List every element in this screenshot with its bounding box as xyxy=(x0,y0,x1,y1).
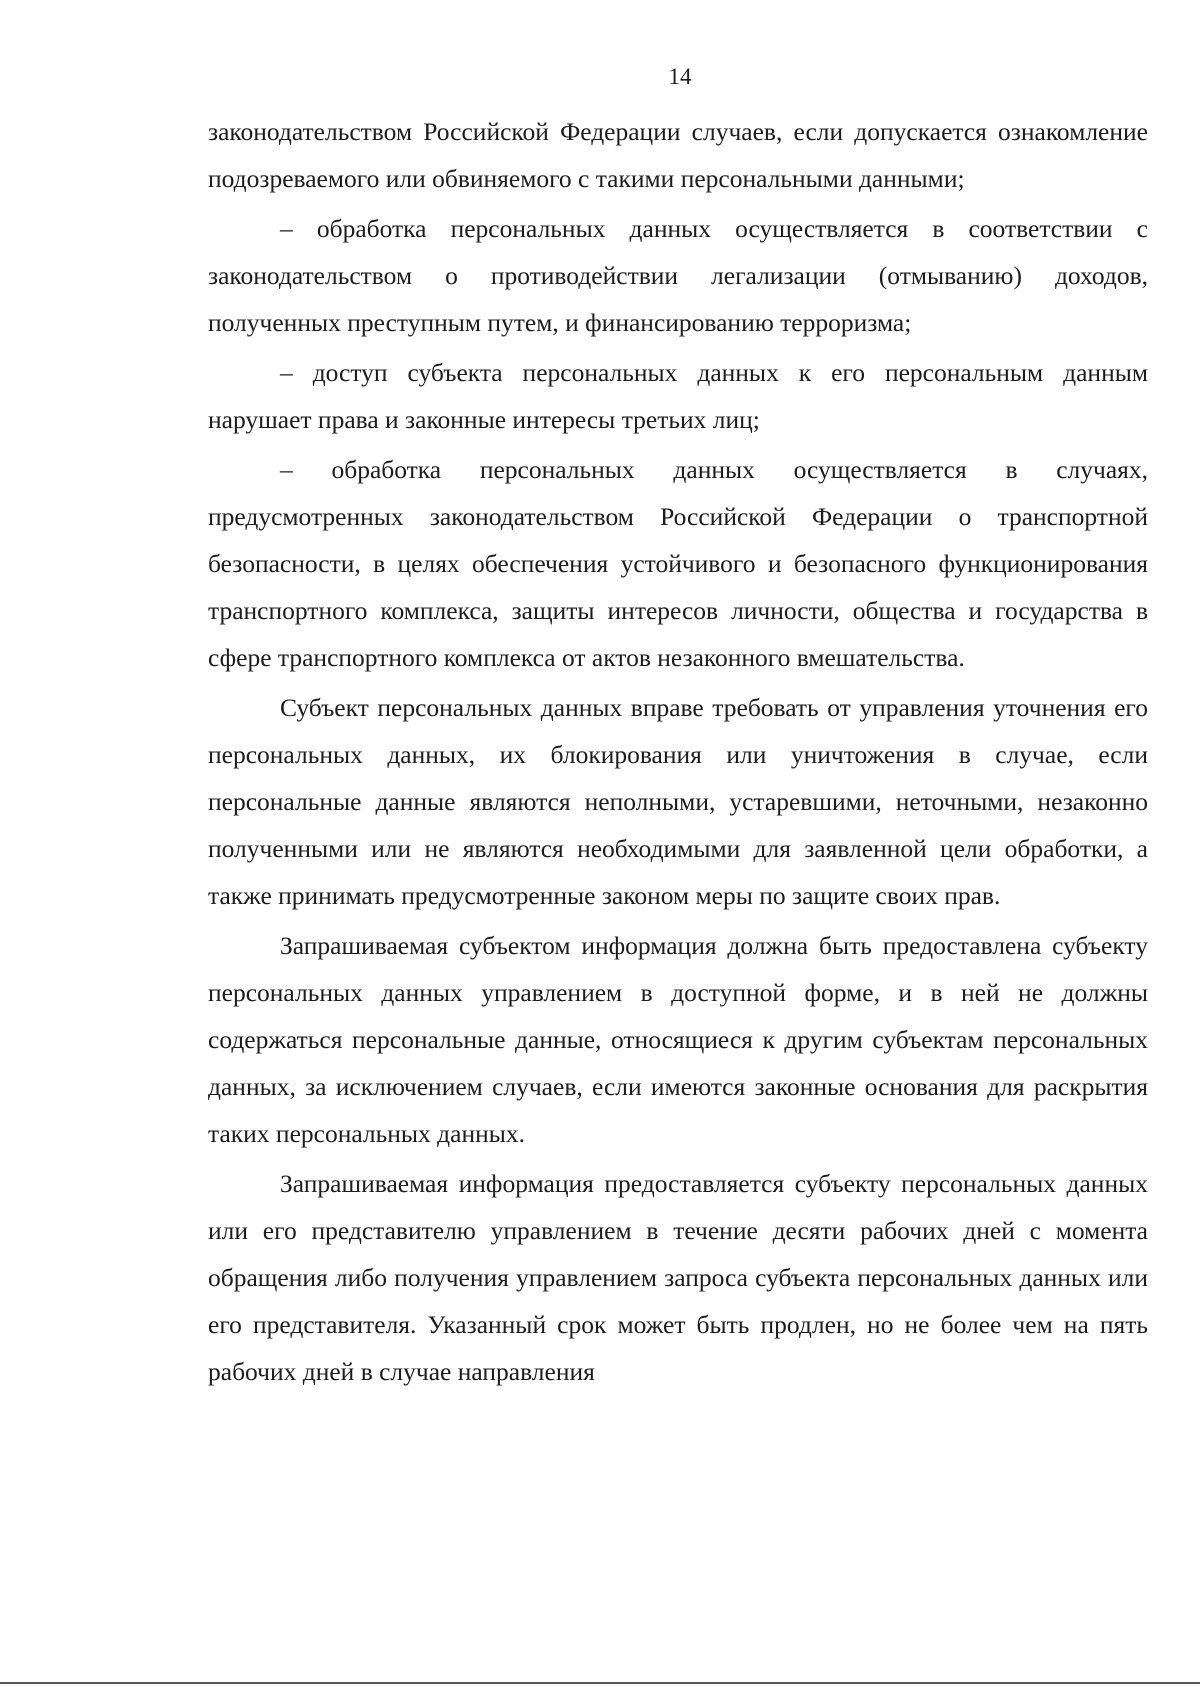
list-item-third-party-rights: – доступ субъекта персональных данных к его персональным данным нарушает права и законные интересы третьих лиц; xyxy=(208,358,1148,434)
paragraph-continuation: законодательством Российской Федерации случаев, если допускается ознакомление подозреваемого или обвиняемого с такими персональными данными; xyxy=(208,117,1148,193)
paragraph-requested-info-form: Запрашиваемая субъектом информация должна быть предоставлена субъекту персональных данных управлением в доступной форме, и в ней не должны содержаться персональные данные, относящиеся к другим субъектам персональных данных, за исключением случаев, если имеются законные основания для раскрытия таких персональных данных. xyxy=(208,931,1148,1148)
document-body xyxy=(208,108,1148,1395)
list-item-aml: – обработка персональных данных осуществляется в соответствии с законодательством о противодействии легализации (отмыванию) доходов, полученных преступным путем, и финансированию терроризма; xyxy=(208,214,1148,337)
page-bottom-divider xyxy=(0,1682,1200,1684)
list-item-transport-security: – обработка персональных данных осуществляется в случаях, предусмотренных законодательством Российской Федерации о транспортной безопасности, в целях обеспечения устойчивого и безопасного функционирования транспортного комплекса, защиты интересов личности, общества и государства в сфере транспортного комплекса от актов незаконного вмешательства. xyxy=(208,455,1148,672)
paragraph-requested-info-deadline: Запрашиваемая информация предоставляется субъекту персональных данных или его представителю управлением в течение десяти рабочих дней с момента обращения либо получения управлением запроса субъекта персональных данных или его представителя. Указанный срок может быть продлен, но не более чем на пять рабочих дней в случае направления xyxy=(208,1169,1148,1386)
paragraph-subject-rights: Субъект персональных данных вправе требовать от управления уточнения его персональных данных, их блокирования или уничтожения в случае, если персональные данные являются неполными, устаревшими, неточными, незаконно полученными или не являются необходимыми для заявленной цели обработки, а также принимать предусмотренные законом меры по защите своих прав. xyxy=(208,693,1148,910)
page-number: 14 xyxy=(668,64,692,89)
